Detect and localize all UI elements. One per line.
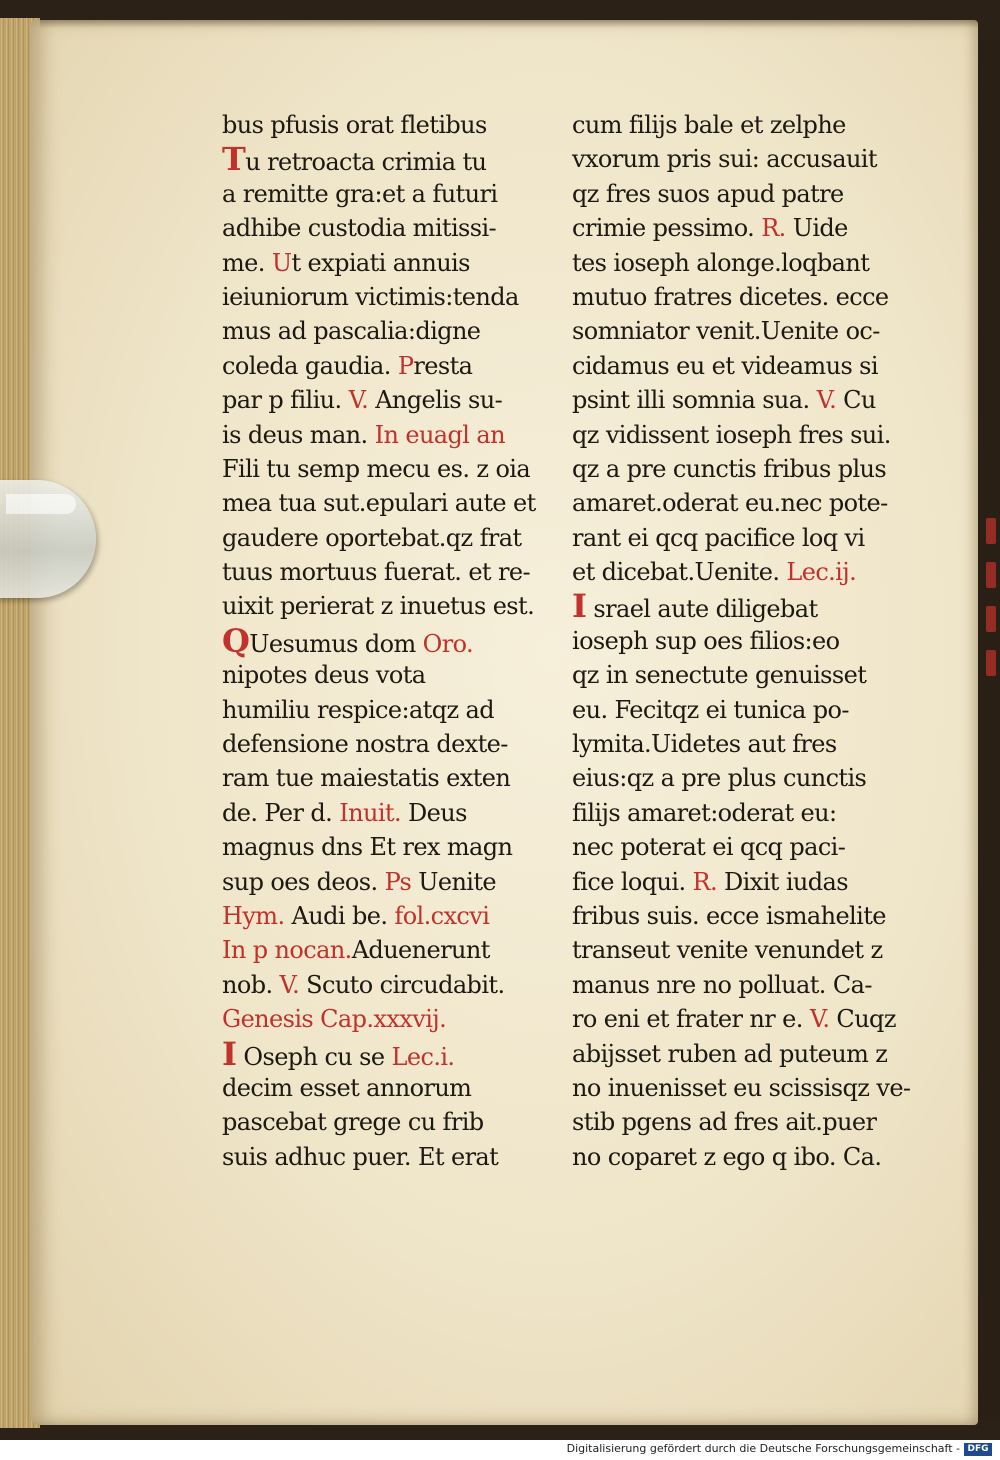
rubric-text: R. — [761, 214, 786, 243]
body-text: uixit perierat z inuetus est. — [222, 592, 535, 621]
body-text: rant ei qcq pacifice loq vi — [572, 523, 865, 552]
rubric-mark — [986, 650, 996, 676]
body-text: mutuo fratres dicetes. ecce — [572, 282, 889, 311]
body-text: Dixit iudas — [717, 867, 848, 896]
body-text: vxorum pris sui: accusauit — [572, 145, 877, 174]
body-text: sup oes deos. — [222, 867, 385, 896]
rubric-text: I — [572, 587, 587, 626]
text-line — [222, 555, 562, 589]
text-line — [572, 933, 912, 967]
body-text: nec poterat ei qcq paci- — [572, 833, 846, 862]
text-line — [572, 1071, 912, 1105]
body-text: qz vidissent ioseph fres sui. — [572, 420, 891, 449]
text-line — [222, 1034, 562, 1073]
body-text: srael aute diligebat — [586, 595, 818, 624]
body-text: amaret.oderat eu.nec pote- — [572, 489, 888, 518]
body-text: resta — [413, 351, 473, 380]
text-line — [222, 486, 562, 520]
body-text: ieiuniorum victimis:tenda — [222, 282, 519, 311]
rubric-text: T — [222, 140, 246, 179]
text-line — [222, 452, 562, 486]
body-text: psint illi somnia sua. — [572, 386, 817, 415]
rubric-text: Hym. — [222, 901, 285, 930]
body-text: par p filiu. — [222, 386, 349, 415]
body-text: nipotes deus vota — [222, 661, 426, 690]
rubric-text: Inuit. — [339, 798, 401, 827]
text-line — [222, 177, 562, 211]
page-clip-highlight — [6, 494, 76, 514]
text-line — [222, 933, 562, 967]
text-line — [222, 246, 562, 280]
text-line — [572, 383, 912, 417]
body-text: suis adhuc puer. Et erat — [222, 1142, 499, 1171]
body-text: cum filijs bale et zelphe — [572, 111, 846, 139]
text-line — [222, 899, 562, 933]
body-text: defensione nostra dexte- — [222, 730, 508, 759]
text-line — [572, 1105, 912, 1139]
body-text: Cuqz — [829, 1005, 896, 1034]
text-line — [572, 865, 912, 899]
text-line — [222, 589, 562, 623]
body-text: bus pfusis orat fletibus — [222, 111, 487, 139]
text-line — [572, 1140, 912, 1174]
body-text: qz fres suos apud patre — [572, 179, 844, 208]
rubric-text: V. — [809, 1005, 830, 1034]
body-text: manus nre no polluat. Ca- — [572, 970, 872, 999]
text-line — [222, 280, 562, 314]
body-text: Fili tu semp mecu es. z oia — [222, 454, 531, 483]
body-text: qz in senectute genuisset — [572, 661, 867, 690]
rubric-text: P — [397, 351, 414, 380]
text-line — [572, 1002, 912, 1036]
rubric-text: R. — [692, 867, 718, 896]
body-text: abijsset ruben ad puteum z — [572, 1039, 888, 1068]
text-line — [572, 968, 912, 1002]
rubric-text: I — [222, 1034, 237, 1073]
text-line — [572, 899, 912, 933]
text-line — [222, 968, 562, 1002]
rubric-text: V. — [816, 386, 837, 415]
body-text: gaudere oportebat.qz frat — [222, 523, 522, 552]
body-text: et dicebat.Uenite. — [572, 558, 787, 587]
body-text: Oseph cu se — [236, 1042, 392, 1071]
body-text: somniator venit.Uenite oc- — [572, 317, 880, 346]
text-line — [222, 1140, 562, 1174]
body-text: mea tua sut.epulari aute et — [222, 489, 536, 518]
body-text: ro eni et frater nr e. — [572, 1005, 810, 1034]
body-text: no inuenisset eu scissisqz ve- — [572, 1073, 911, 1102]
body-text: fice loqui. — [572, 867, 693, 896]
top-shadow — [40, 0, 980, 28]
text-column-right — [572, 108, 912, 1174]
text-line — [572, 246, 912, 280]
body-text: eu. Fecitqz ei tunica po- — [572, 695, 849, 724]
body-text: transeut venite venundet z — [572, 936, 883, 965]
text-line — [572, 314, 912, 348]
body-text: lymita.Uidetes aut fres — [572, 730, 837, 759]
text-line — [572, 587, 912, 626]
body-text: cidamus eu et videamus si — [572, 351, 878, 380]
text-line — [572, 349, 912, 383]
text-line — [572, 177, 912, 211]
body-text: Cu — [836, 386, 876, 415]
text-line — [572, 211, 912, 245]
dfg-logo: DFG — [964, 1443, 992, 1456]
text-line — [572, 830, 912, 864]
text-line — [222, 1071, 562, 1105]
rubric-text: In p nocan. — [222, 936, 352, 965]
body-text: fribus suis. ecce ismahelite — [572, 901, 886, 930]
rubric-text: U — [271, 248, 292, 277]
body-text: u retroacta crimia tu — [245, 148, 487, 177]
rubric-text: V. — [348, 386, 369, 415]
body-text: Uenite — [411, 867, 497, 896]
body-text: Uesumus dom — [249, 629, 423, 658]
body-text: coleda gaudia. — [222, 351, 398, 380]
rubric-text: Oro. — [422, 629, 474, 658]
body-text: Audi be. — [284, 901, 395, 930]
text-line — [222, 727, 562, 761]
body-text: Deus — [400, 798, 467, 827]
text-line — [222, 1002, 562, 1036]
body-text: eius:qz a pre plus cunctis — [572, 764, 867, 793]
body-text: decim esset annorum — [222, 1073, 472, 1102]
text-line — [572, 796, 912, 830]
body-text: crimie pessimo. — [572, 214, 762, 243]
rubric-mark — [986, 606, 996, 632]
body-text: ram tue maiestatis exten — [222, 764, 511, 793]
rubric-text: fol.cxcvi — [394, 901, 490, 930]
body-text: mus ad pascalia:digne — [222, 317, 481, 346]
rubric-mark — [986, 562, 996, 588]
body-text: nob. — [222, 970, 280, 999]
text-line — [222, 383, 562, 417]
body-text: de. Per d. — [222, 798, 340, 827]
text-line — [572, 658, 912, 692]
body-text: is deus man. — [222, 420, 375, 449]
funding-credit: Digitalisierung gefördert durch die Deutsche Forschungsgemeinschaft - — [566, 1442, 960, 1455]
text-line — [222, 140, 562, 179]
text-line — [222, 418, 562, 452]
body-text: humiliu respice:atqz ad — [222, 695, 495, 724]
text-line — [222, 349, 562, 383]
footer-bar — [0, 1440, 1000, 1460]
body-text: adhibe custodia mitissi- — [222, 214, 497, 243]
text-line — [222, 314, 562, 348]
text-line — [222, 865, 562, 899]
text-line — [572, 486, 912, 520]
text-line — [572, 418, 912, 452]
body-text: magnus dns Et rex magn — [222, 833, 513, 862]
text-line — [572, 624, 912, 658]
rubric-text: Genesis Cap.xxxvij. — [222, 1005, 447, 1034]
body-text: pascebat grege cu frib — [222, 1108, 484, 1137]
rubric-mark — [986, 518, 996, 544]
text-line — [572, 108, 912, 142]
body-text: Scuto circudabit. — [299, 970, 505, 999]
body-text: t expiati annuis — [291, 248, 470, 277]
text-column-left — [222, 108, 562, 1174]
rubric-text: Lec.ij. — [786, 558, 857, 587]
body-text: me. — [222, 248, 272, 277]
body-text: qz a pre cunctis fribus plus — [572, 454, 887, 483]
rubric-text: In euagl an — [374, 420, 505, 449]
body-text: no coparet z ego q ibo. Ca. — [572, 1142, 882, 1171]
text-line — [572, 693, 912, 727]
text-line — [572, 727, 912, 761]
rubric-text: Ps — [384, 867, 412, 896]
text-line — [222, 658, 562, 692]
rubric-text: Lec.i. — [391, 1042, 455, 1071]
text-line — [222, 521, 562, 555]
text-line — [222, 621, 562, 660]
body-text: Aduenerunt — [351, 936, 490, 965]
text-line — [572, 761, 912, 795]
text-line — [222, 693, 562, 727]
rubric-text: Q — [222, 621, 250, 660]
text-line — [222, 108, 562, 142]
body-text: filijs amaret:oderat eu: — [572, 798, 837, 827]
text-line — [572, 521, 912, 555]
text-line — [572, 1037, 912, 1071]
body-text: ioseph sup oes filios:eo — [572, 626, 840, 655]
body-text: stib pgens ad fres ait.puer — [572, 1108, 877, 1137]
text-line — [222, 796, 562, 830]
body-text: Uide — [785, 214, 848, 243]
body-text: a remitte gra:et a futuri — [222, 179, 498, 208]
text-line — [222, 830, 562, 864]
next-page-rubrics — [982, 500, 1000, 1200]
body-text: tuus mortuus fuerat. et re- — [222, 558, 530, 587]
text-line — [572, 452, 912, 486]
rubric-text: V. — [279, 970, 300, 999]
body-text: Angelis su- — [368, 386, 503, 415]
text-line — [572, 142, 912, 176]
text-line — [222, 1105, 562, 1139]
text-line — [572, 555, 912, 589]
body-text: tes ioseph alonge.loqbant — [572, 248, 870, 277]
text-line — [222, 211, 562, 245]
text-line — [222, 761, 562, 795]
text-line — [572, 280, 912, 314]
